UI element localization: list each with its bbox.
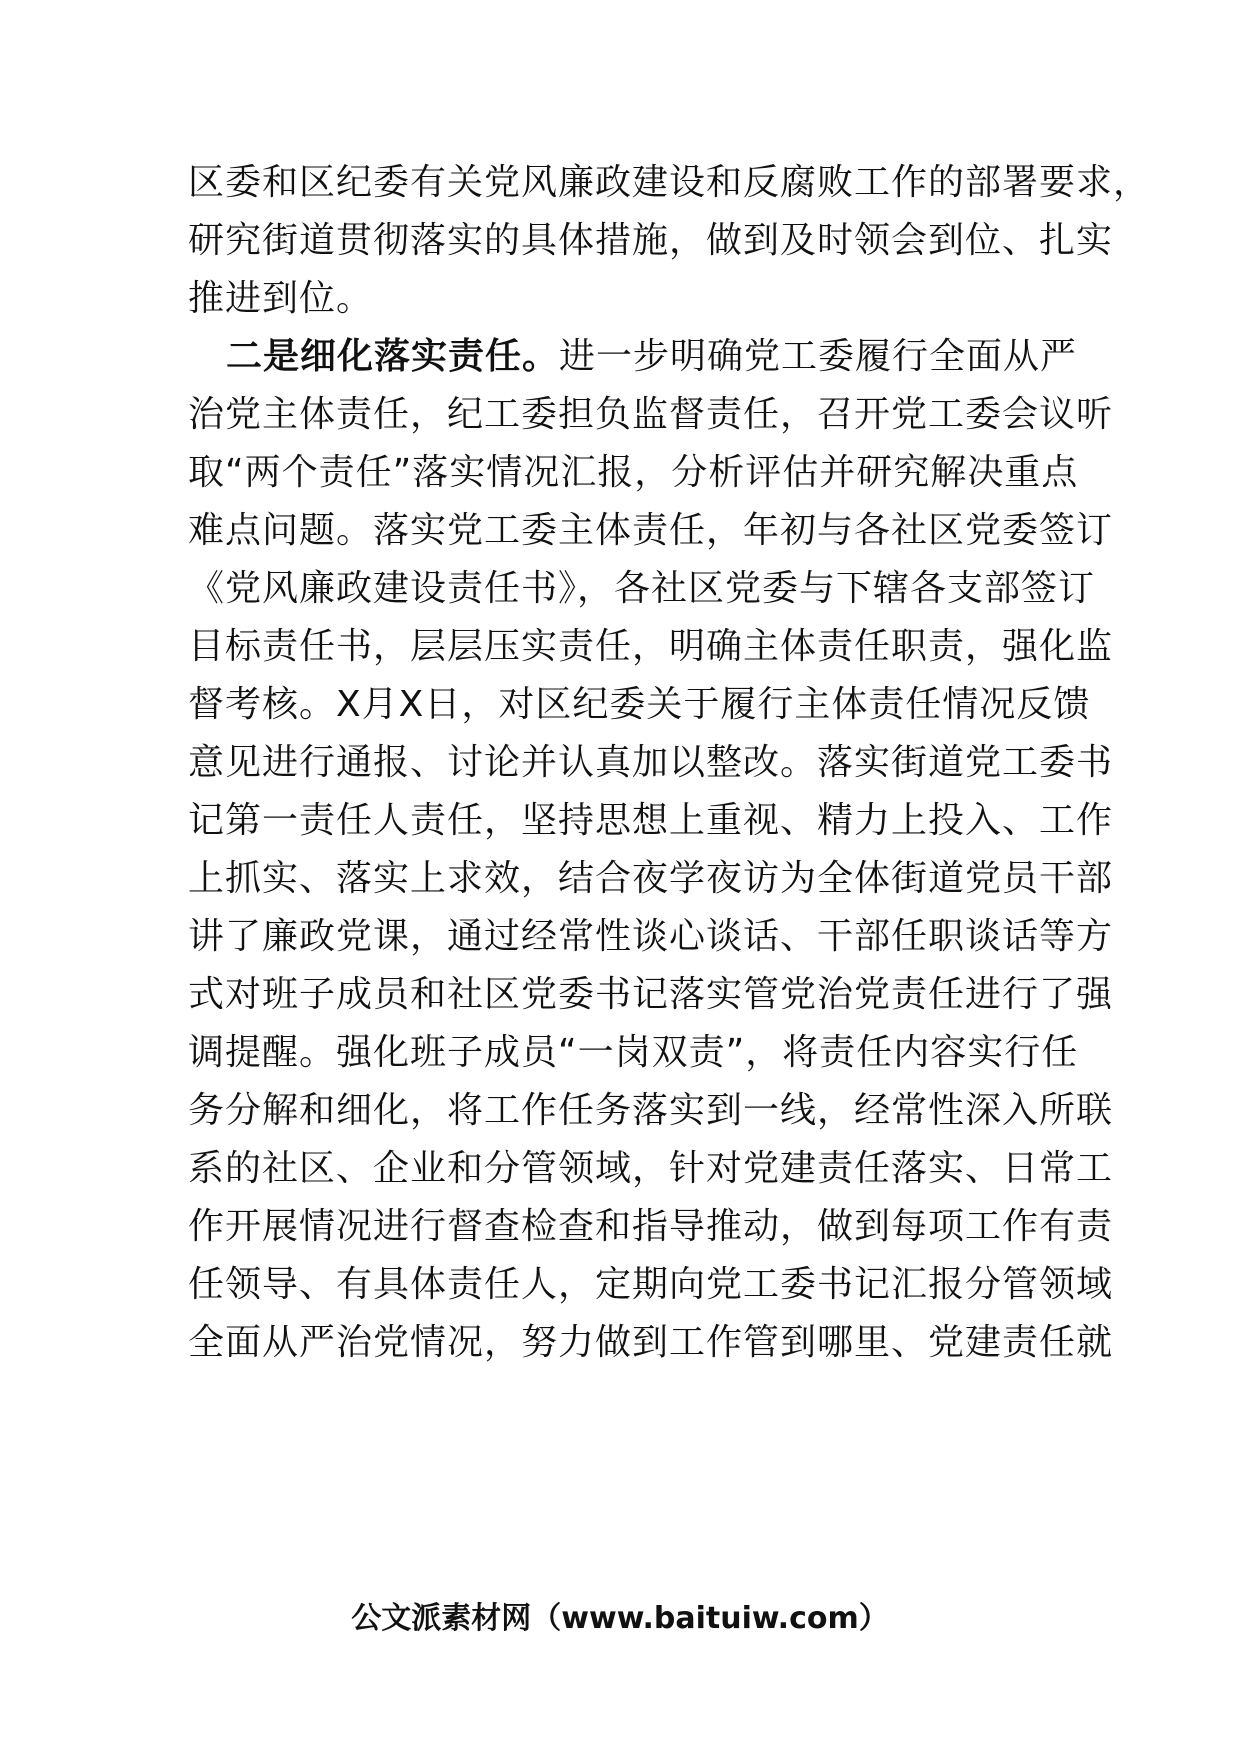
text-line: 上抓实、落实上求效，结合夜学夜访为全体街道党员干部	[188, 858, 1114, 899]
text-line: 难点问题。落实党工委主体责任，年初与各社区党委签订	[188, 510, 1114, 551]
text-line: 督考核。X月X日，对区纪委关于履行主体责任情况反馈	[188, 684, 1091, 725]
text-line: 式对班子成员和社区党委书记落实管党治党责任进行了强	[188, 974, 1114, 1015]
paragraph-text: 进一步明确党工委履行全面从严	[559, 336, 1078, 377]
text-line: 意见进行通报、讨论并认真加以整改。落实街道党工委书	[188, 742, 1114, 783]
text-line: 推进到位。	[188, 278, 374, 319]
text-line: 任领导、有具体责任人，定期向党工委书记汇报分管领域	[188, 1264, 1114, 1305]
text-line: 治党主体责任，纪工委担负监督责任，召开党工委会议听	[188, 394, 1114, 435]
paragraph-first-line	[226, 324, 1078, 390]
paragraph-heading: 二是细化落实责任。	[226, 336, 560, 377]
text-line: 讲了廉政党课，通过经常性谈心谈话、干部任职谈话等方	[188, 916, 1114, 957]
text-line: 务分解和细化，将工作任务落实到一线，经常性深入所联	[188, 1090, 1114, 1131]
text-line: 调提醒。强化班子成员“一岗双责”，将责任内容实行任	[188, 1032, 1079, 1073]
text-line: 目标责任书，层层压实责任，明确主体责任职责，强化监	[188, 626, 1114, 667]
text-line: 《党风廉政建设责任书》，各社区党委与下辖各支部签订	[188, 568, 1096, 609]
text-line: 记第一责任人责任，坚持思想上重视、精力上投入、工作	[188, 800, 1114, 841]
text-line: 区委和区纪委有关党风廉政建设和反腐败工作的部署要求，	[188, 162, 1151, 203]
text-line: 全面从严治党情况，努力做到工作管到哪里、党建责任就	[188, 1322, 1114, 1363]
text-line: 取“两个责任”落实情况汇报，分析评估并研究解决重点	[188, 452, 1079, 493]
footer-watermark: 公文派素材网（www.baituiw.com）	[351, 1601, 889, 1636]
text-line: 研究街道贯彻落实的具体措施，做到及时领会到位、扎实	[188, 220, 1114, 261]
text-line: 作开展情况进行督查检查和指导推动，做到每项工作有责	[188, 1206, 1114, 1247]
text-line: 系的社区、企业和分管领域，针对党建责任落实、日常工	[188, 1148, 1114, 1189]
